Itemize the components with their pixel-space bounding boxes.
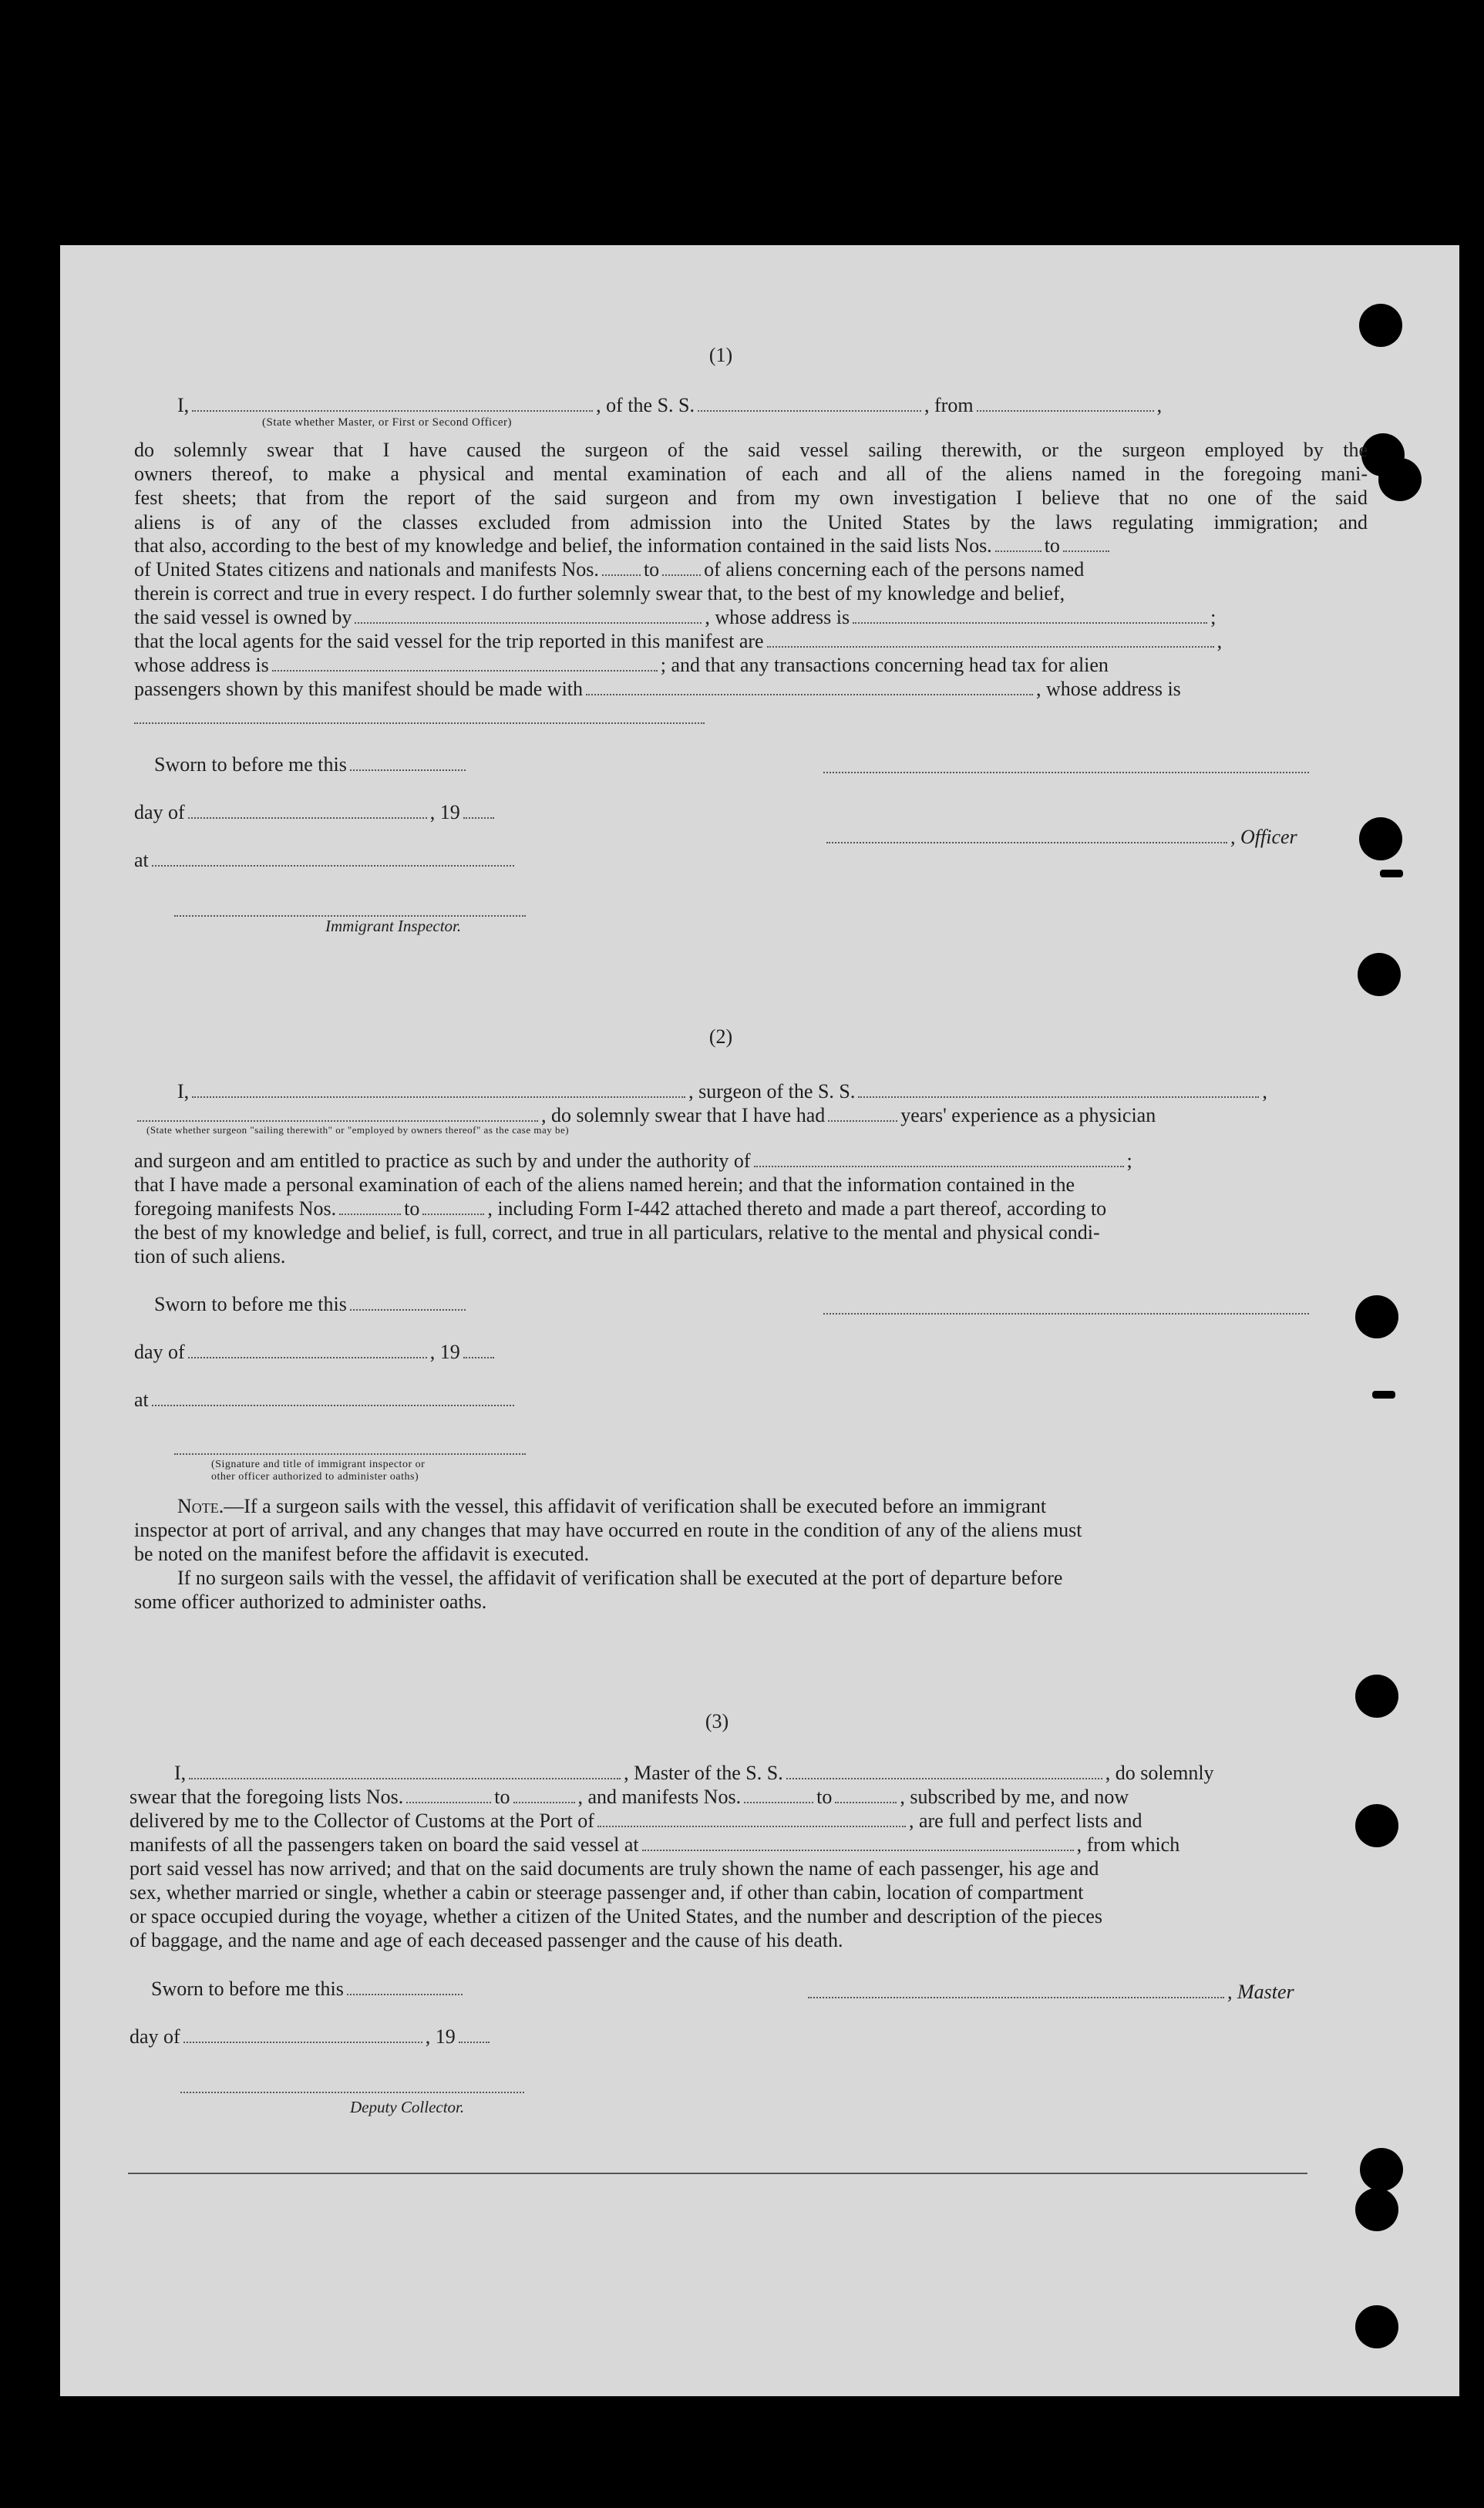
s2-exam-line: that I have made a personal examination of each of the aliens named herein; and that the information contained in the bbox=[134, 1173, 1075, 1196]
punch-hole bbox=[1355, 2188, 1398, 2231]
blank-s3-day bbox=[183, 2041, 422, 2043]
form-sheet bbox=[60, 245, 1459, 2396]
s1-officer: , Officer bbox=[1230, 826, 1297, 848]
s3-manifests-all: manifests of all the passengers taken on board the said vessel at bbox=[130, 1833, 639, 1856]
blank-authority bbox=[754, 1165, 1124, 1167]
s1-day-of bbox=[134, 800, 497, 824]
blank-tax-address bbox=[134, 722, 705, 724]
s2-surgeon-of: , surgeon of the S. S. bbox=[688, 1080, 856, 1103]
s1-body-line: that also, according to the best of my knowledge and belief, the information contained in the said lists Nos. bbox=[134, 534, 992, 557]
s3-master-line bbox=[805, 1980, 1294, 2004]
s2-day-of-text: day of bbox=[134, 1341, 185, 1363]
s3-solemnly: , do solemnly bbox=[1105, 1762, 1214, 1784]
s1-of-ss: , of the S. S. bbox=[596, 394, 695, 416]
s2-foregoing-line bbox=[134, 1197, 1106, 1220]
s2-state-note: (State whether surgeon "sailing therewith" or "employed by owners thereof" as the case may be) bbox=[146, 1124, 570, 1136]
s1-sworn bbox=[154, 752, 469, 776]
punch-hole bbox=[1360, 2148, 1403, 2191]
s1-to: to bbox=[643, 558, 660, 581]
blank-tax-party bbox=[586, 693, 1033, 695]
s1-us-line bbox=[134, 557, 1084, 581]
blank-agents bbox=[767, 645, 1214, 648]
s1-sworn-text: Sworn to before me this bbox=[154, 753, 347, 776]
s1-body-line: do solemnly swear that I have caused the surgeon of the said vessel sailing therewith, or the surgeon employed by the bbox=[134, 439, 1368, 461]
blank-man-to bbox=[662, 574, 701, 576]
s3-day-of-text: day of bbox=[130, 2025, 180, 2048]
s1-day-of-text: day of bbox=[134, 801, 185, 823]
blank-s3-vessel bbox=[786, 1777, 1102, 1779]
s1-passengers: passengers shown by this manifest should be made with bbox=[134, 678, 584, 700]
s3-body-line: or space occupied during the voyage, whether a citizen of the United States, and the number and description of the pieces bbox=[130, 1905, 1103, 1927]
punch-mark bbox=[1380, 870, 1403, 877]
s1-body-line: aliens is of any of the classes excluded from admission into the United States by the laws regulating immigration; and bbox=[134, 510, 1368, 534]
s1-address-line bbox=[134, 653, 1109, 677]
blank-s3-man-to bbox=[835, 1801, 897, 1803]
blank-s2-at bbox=[152, 1404, 514, 1406]
punch-hole bbox=[1359, 304, 1402, 347]
blank-master-name bbox=[189, 1777, 621, 1779]
blank-s3-list-to bbox=[513, 1801, 575, 1803]
s1-at-text: at bbox=[134, 849, 149, 871]
s1-from: , from bbox=[924, 394, 974, 416]
s3-from-which: , from which bbox=[1076, 1833, 1180, 1856]
s1-year-prefix: , 19 bbox=[429, 801, 460, 823]
section-1-heading: (1) bbox=[708, 344, 733, 366]
s2-including: , including Form I-442 attached thereto and made a part thereof, according to bbox=[487, 1197, 1107, 1220]
s2-i: I, bbox=[177, 1080, 190, 1103]
blank-surgeon-name bbox=[192, 1096, 685, 1098]
s2-sig-note-2: other officer authorized to administer oaths) bbox=[211, 1471, 419, 1483]
s1-agents-line: that the local agents for the said vessel for the trip reported in this manifest are , bbox=[134, 630, 1223, 652]
s3-to: to bbox=[816, 1786, 833, 1808]
s1-i: I, bbox=[177, 394, 190, 416]
punch-hole bbox=[1358, 953, 1401, 996]
blank-port bbox=[597, 1825, 906, 1827]
s3-and-manifests: , and manifests Nos. bbox=[577, 1786, 742, 1808]
s1-owned-line: the said vessel is owned by , whose address is ; bbox=[134, 606, 1216, 628]
s1-owned-by: the said vessel is owned by bbox=[134, 606, 352, 628]
blank-master-sig bbox=[808, 1996, 1224, 1998]
s1-head-tax: ; and that any transactions concerning head tax for alien bbox=[660, 654, 1109, 676]
s2-day-of bbox=[134, 1340, 497, 1364]
blank-s3-man-from bbox=[744, 1801, 813, 1803]
s2-authority: and surgeon and am entitled to practice as such by and under the authority of bbox=[134, 1150, 751, 1172]
s1-local-agents: that the local agents for the said vessel for the trip reported in this manifest are bbox=[134, 630, 764, 652]
blank-from bbox=[977, 409, 1154, 412]
s2-sig-note-1: (Signature and title of immigrant inspector or bbox=[211, 1459, 426, 1470]
s2-note-line-1 bbox=[177, 1494, 1046, 1518]
s3-deputy-title: Deputy Collector. bbox=[350, 2098, 465, 2116]
punch-hole bbox=[1355, 1295, 1398, 1338]
s2-best-line: the best of my knowledge and belief, is full, correct, and true in all particulars, relative to the mental and physical condi- bbox=[134, 1221, 1100, 1244]
s2-swear: , do solemnly swear that I have had bbox=[541, 1104, 826, 1126]
s2-surgeon-sig-line bbox=[823, 1312, 1309, 1315]
s3-full-perfect: , are full and perfect lists and bbox=[908, 1809, 1142, 1832]
s2-years: years' experience as a physician bbox=[900, 1104, 1156, 1126]
blank-s3-year bbox=[459, 2041, 490, 2043]
s1-sig-line-1 bbox=[823, 771, 1309, 773]
punch-hole bbox=[1378, 458, 1422, 501]
s3-sworn bbox=[151, 1977, 466, 2001]
blank-s2-to bbox=[422, 1213, 484, 1215]
s1-at bbox=[134, 848, 517, 872]
blank-year bbox=[463, 816, 494, 819]
section-3-heading: (3) bbox=[705, 1710, 729, 1732]
blank-departure-port bbox=[642, 1849, 1074, 1851]
s1-inspector-title: Immigrant Inspector. bbox=[325, 917, 462, 935]
blank-list-to bbox=[1063, 550, 1109, 552]
s3-delivered: delivered by me to the Collector of Customs at the Port of bbox=[130, 1809, 594, 1832]
s2-year-prefix: , 19 bbox=[429, 1341, 460, 1363]
blank-at bbox=[152, 864, 514, 867]
s2-note-line-3: be noted on the manifest before the affidavit is executed. bbox=[134, 1543, 590, 1565]
s2-authority-line: and surgeon and am entitled to practice as such by and under the authority of ; bbox=[134, 1150, 1132, 1172]
blank-officer-sig bbox=[826, 841, 1227, 843]
s2-note-text: —If a surgeon sails with the vessel, this affidavit of verification shall be executed before an immigrant bbox=[224, 1495, 1047, 1517]
blank-vessel bbox=[698, 409, 921, 412]
s3-swear-lists: swear that the foregoing lists Nos. bbox=[130, 1786, 404, 1808]
s3-day-of bbox=[130, 2025, 493, 2048]
s3-master-of: , Master of the S. S. bbox=[624, 1762, 783, 1784]
blank-man-from bbox=[602, 574, 641, 576]
s1-whose-address: , whose address is bbox=[705, 606, 850, 628]
blank-s2-day bbox=[188, 1356, 427, 1358]
bottom-rule bbox=[128, 2173, 1307, 2174]
blank-list-from bbox=[995, 550, 1041, 552]
blank-surgeon-status bbox=[137, 1119, 538, 1122]
s2-at-text: at bbox=[134, 1389, 149, 1411]
s3-subscribed: , subscribed by me, and now bbox=[900, 1786, 1129, 1808]
s3-manifests-line bbox=[130, 1833, 1179, 1857]
s3-delivered-line bbox=[130, 1809, 1142, 1833]
s3-body-line: port said vessel has now arrived; and that on the said documents are truly shown the name of each passenger, his age and bbox=[130, 1857, 1099, 1880]
s1-whose-address-label: whose address is bbox=[134, 654, 269, 676]
s1-body bbox=[134, 438, 1368, 534]
s2-sworn bbox=[154, 1292, 469, 1316]
blank-day bbox=[188, 816, 427, 819]
s1-passengers-line bbox=[134, 677, 1181, 701]
s2-sworn-text: Sworn to before me this bbox=[154, 1293, 347, 1315]
s1-lists-line bbox=[134, 534, 1112, 557]
s1-body-line: fest sheets; that from the report of the said surgeon and from my own investigation I believe that no one of the said bbox=[134, 486, 1368, 510]
blank-s3-sworn bbox=[347, 1993, 463, 1995]
s1-officer-line bbox=[823, 825, 1297, 849]
s3-collector-sig-line bbox=[180, 2091, 524, 2093]
s3-lists-line bbox=[130, 1785, 1129, 1809]
s2-note2-line-1: If no surgeon sails with the vessel, the affidavit of verification shall be executed at the port of departure before bbox=[177, 1567, 1063, 1589]
blank-sworn-date bbox=[350, 769, 466, 771]
s2-note-label: Note. bbox=[177, 1495, 224, 1517]
punch-mark bbox=[1372, 1391, 1395, 1399]
s3-sworn-text: Sworn to before me this bbox=[151, 1978, 344, 2000]
s3-master: , Master bbox=[1227, 1981, 1294, 2003]
s3-body-line: sex, whether married or single, whether a cabin or steerage passenger and, if other than cabin, location of compartment bbox=[130, 1881, 1084, 1904]
blank-owner-address bbox=[853, 621, 1207, 624]
blank-years bbox=[828, 1119, 897, 1122]
blank-s2-sworn bbox=[350, 1308, 466, 1311]
s2-to: to bbox=[404, 1197, 420, 1220]
blank-name bbox=[192, 409, 593, 412]
s2-note2-line-2: some officer authorized to administer oaths. bbox=[134, 1591, 487, 1613]
s1-us-end: of aliens concerning each of the persons named bbox=[704, 558, 1085, 581]
s2-line1: I, , surgeon of the S. S. , bbox=[177, 1080, 1267, 1103]
s3-i: I, bbox=[174, 1762, 187, 1784]
s1-whose-address-end: , whose address is bbox=[1036, 678, 1181, 700]
s3-to: to bbox=[494, 1786, 510, 1808]
s1-correct-line: therein is correct and true in every respect. I do further solemnly swear that, to the best of my knowledge and belief, bbox=[134, 582, 1065, 604]
s1-line1: I, , of the S. S. , from , bbox=[177, 394, 1163, 416]
s1-body-line: owners thereof, to make a physical and mental examination of each and all of the aliens named in the foregoing mani- bbox=[134, 463, 1368, 486]
s2-at bbox=[134, 1388, 517, 1412]
blank-owner bbox=[355, 621, 702, 624]
section-2-heading: (2) bbox=[708, 1025, 733, 1048]
s2-note-line-2: inspector at port of arrival, and any changes that may have occurred en route in the condition of any of the aliens must bbox=[134, 1519, 1082, 1541]
blank-s3-list-from bbox=[406, 1801, 491, 1803]
s3-year-prefix: , 19 bbox=[425, 2025, 456, 2048]
s2-foregoing: foregoing manifests Nos. bbox=[134, 1197, 337, 1220]
s2-inspector-sig-line bbox=[174, 1453, 526, 1455]
s3-line1 bbox=[174, 1761, 1214, 1785]
s1-state-note: (State whether Master, or First or Second Officer) bbox=[262, 416, 513, 429]
s3-body-line: of baggage, and the name and age of each deceased passenger and the cause of his death. bbox=[130, 1929, 843, 1951]
blank-s2-vessel bbox=[858, 1096, 1259, 1098]
blank-s2-from bbox=[339, 1213, 401, 1215]
punch-hole bbox=[1359, 817, 1402, 860]
punch-hole bbox=[1355, 1804, 1398, 1847]
s2-tion-line: tion of such aliens. bbox=[134, 1245, 286, 1267]
s1-us-text: of United States citizens and nationals and manifests Nos. bbox=[134, 558, 599, 581]
s1-to: to bbox=[1044, 534, 1060, 557]
blank-agent-address bbox=[272, 669, 658, 672]
blank-s2-year bbox=[463, 1356, 494, 1358]
punch-hole bbox=[1355, 1675, 1398, 1718]
punch-hole bbox=[1355, 2305, 1398, 2348]
